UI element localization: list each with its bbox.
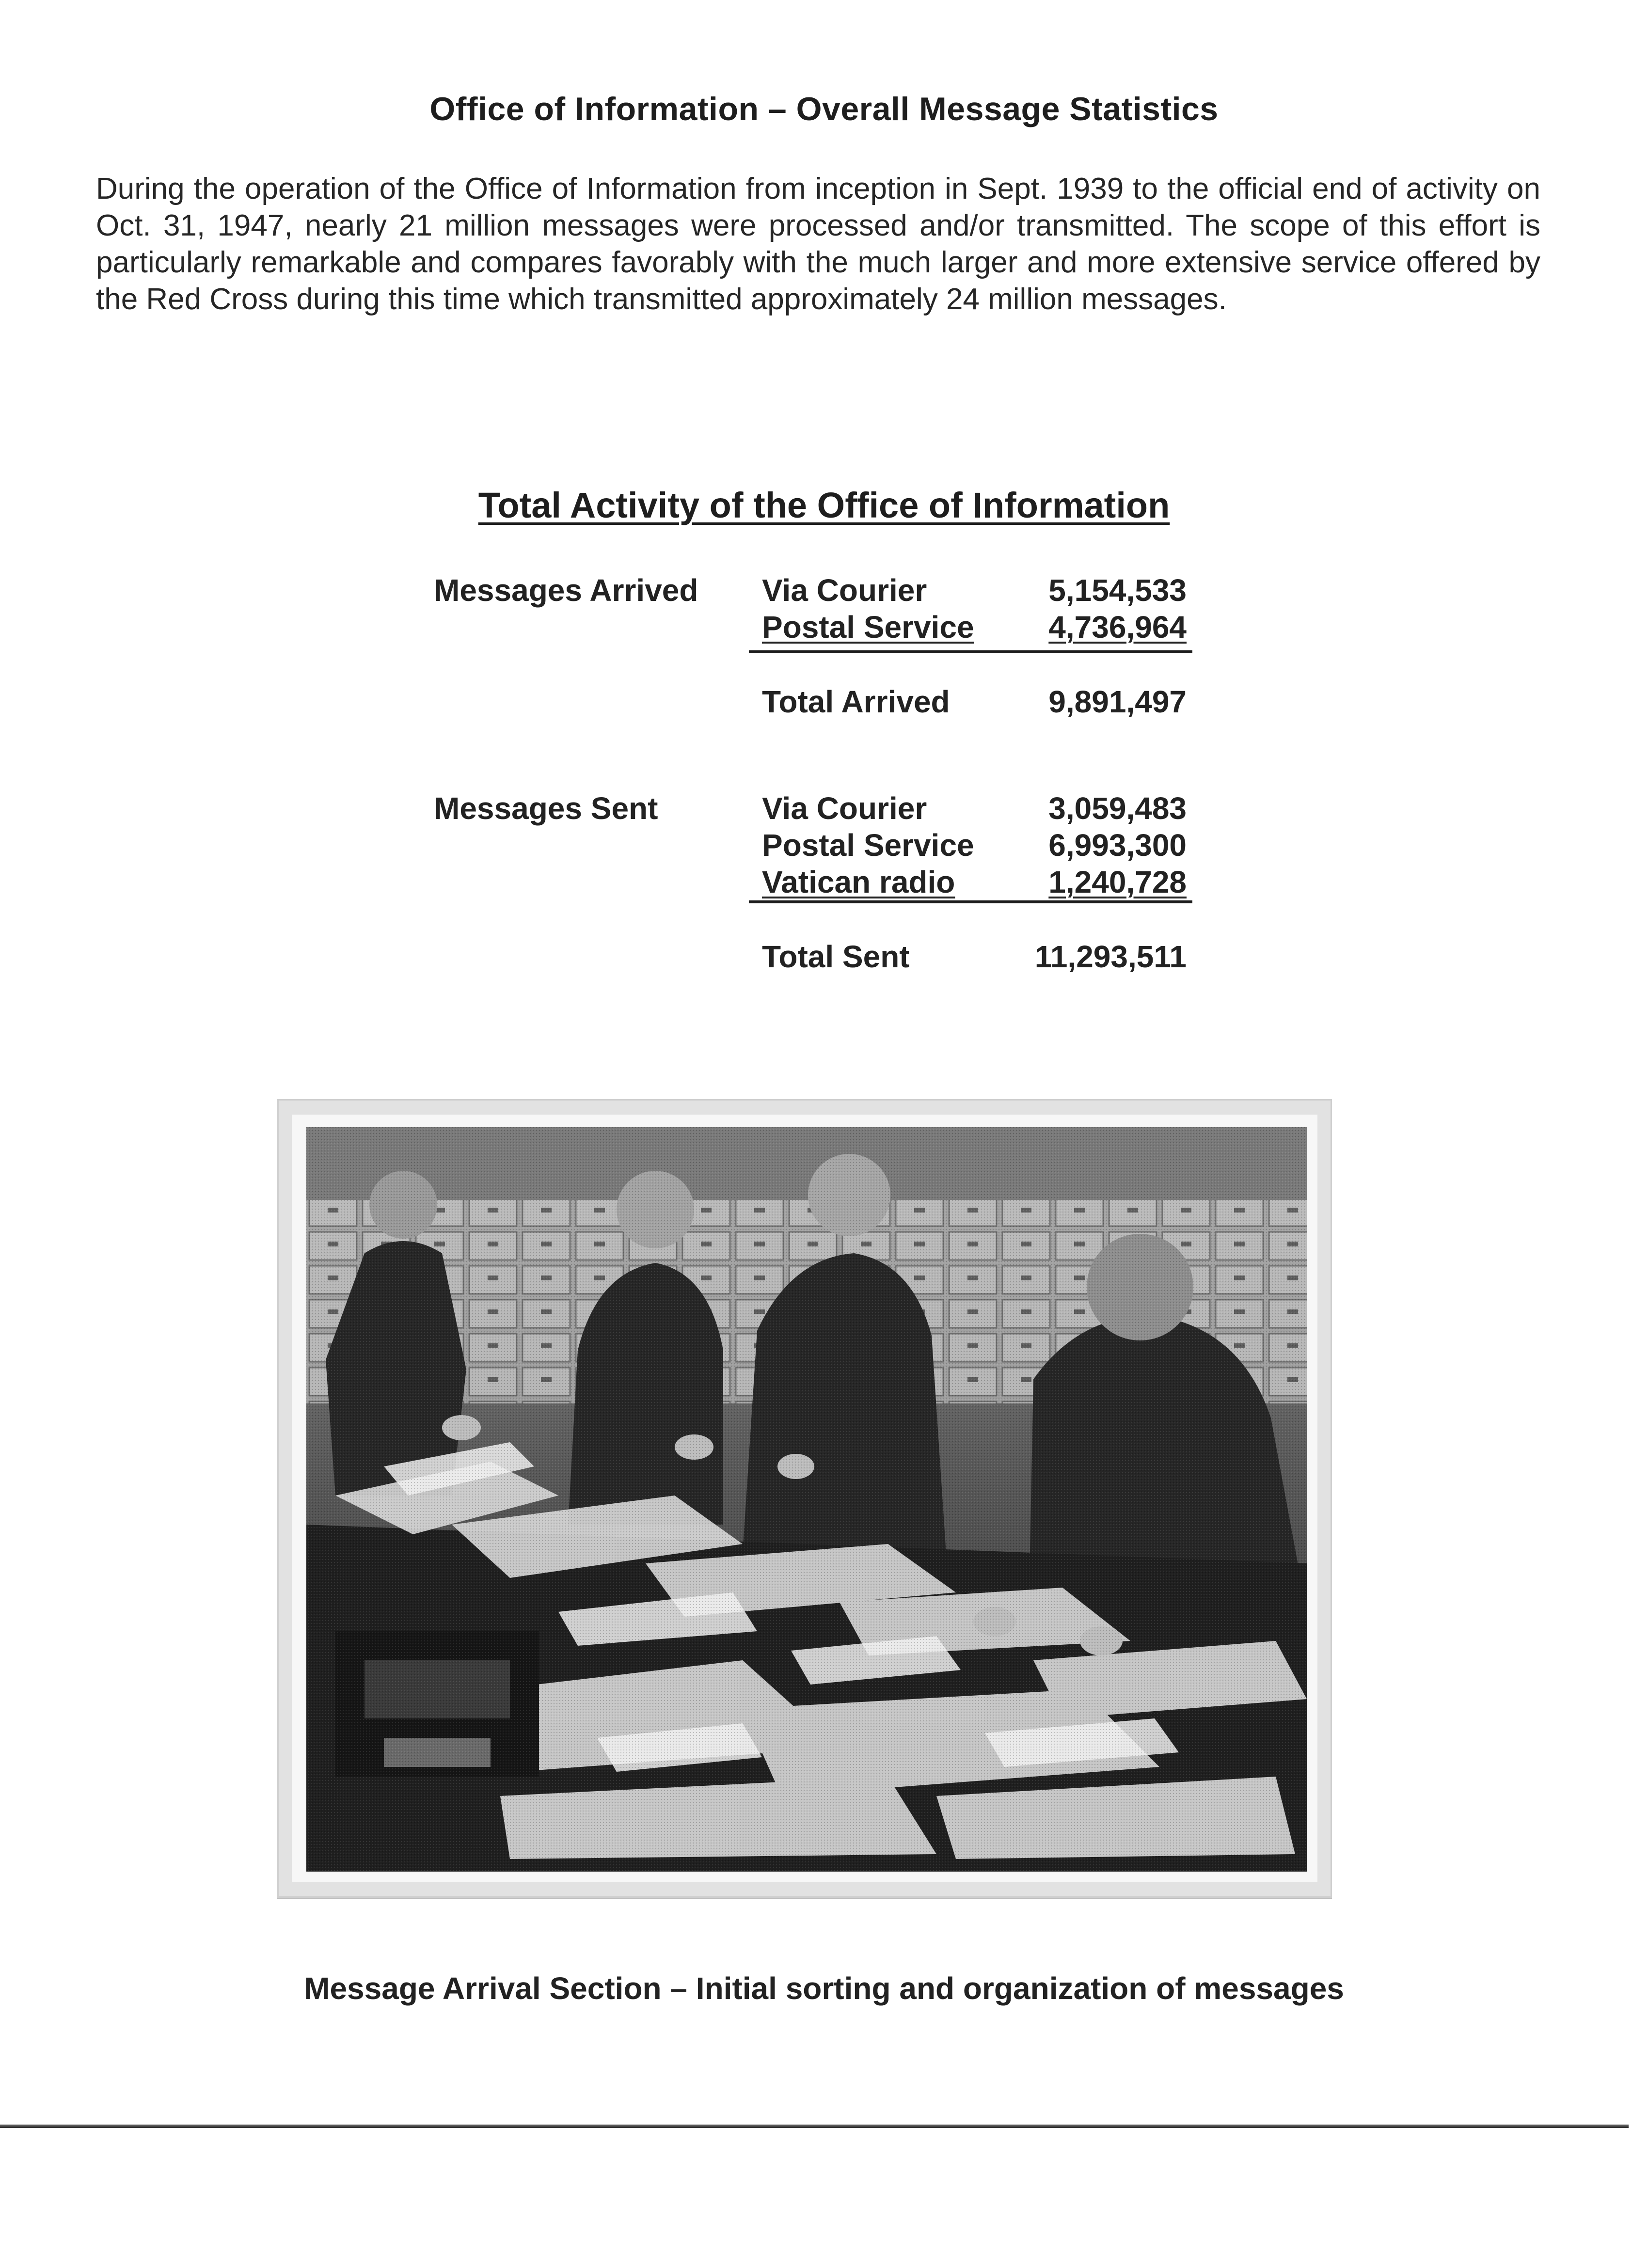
sent-courier-count: 3,059,483 [1048, 791, 1187, 826]
sent-sum-rule [749, 900, 1192, 903]
sent-radio-count: 1,240,728 [1048, 865, 1187, 899]
arrived-postal-label: Postal Service [762, 610, 974, 645]
photo-illustration [306, 1127, 1307, 1872]
archival-photograph [306, 1127, 1307, 1872]
sent-section-label: Messages Sent [434, 791, 658, 826]
sent-total-count: 11,293,511 [1034, 939, 1187, 974]
arrived-total-count: 9,891,497 [1048, 684, 1187, 719]
sent-radio-label: Vatican radio [762, 865, 955, 899]
table-title: Total Activity of the Office of Information [478, 485, 1170, 525]
arrived-courier-count: 5,154,533 [1048, 573, 1187, 608]
page-title: Office of Information – Overall Message Statistics [429, 91, 1219, 127]
sent-postal-label: Postal Service [762, 828, 974, 863]
arrived-courier-label: Via Courier [762, 573, 927, 608]
sent-total-label: Total Sent [762, 939, 910, 974]
arrived-postal-count: 4,736,964 [1048, 610, 1187, 645]
arrived-sum-rule [749, 650, 1192, 653]
arrived-total-label: Total Arrived [762, 684, 950, 719]
bottom-divider [0, 2125, 1629, 2128]
arrived-section-label: Messages Arrived [434, 573, 698, 608]
sent-postal-count: 6,993,300 [1048, 828, 1187, 863]
intro-paragraph: During the operation of the Office of Information from inception in Sept. 1939 to the official end of activity on Oct. 31, 1947, nearly 21 million messages were processed and/or transmitted. The scope of this effort is particularly remarkable and compares favorably with the much larger and more extensive service offered by the Red Cross during this time which transmitted approximately 24 million messages. [96, 172, 1540, 316]
sent-courier-label: Via Courier [762, 791, 927, 826]
photo-frame [277, 1099, 1332, 1898]
photo-caption: Message Arrival Section – Initial sorting and organization of messages [304, 1971, 1344, 2006]
